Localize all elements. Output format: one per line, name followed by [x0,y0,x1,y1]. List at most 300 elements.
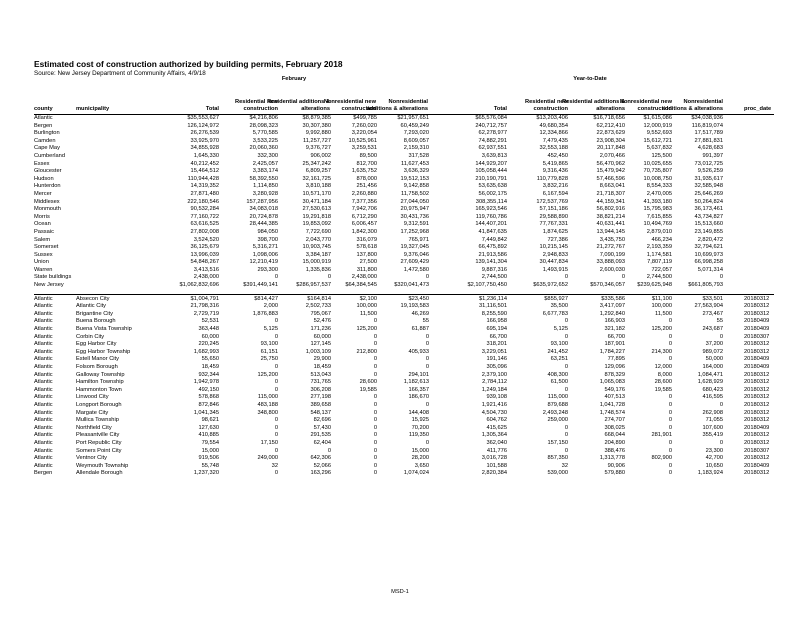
cell-feb-res-add: 6,809,257 [305,168,331,175]
cell-ytd-nonres-add: 50,000 [705,356,723,363]
cell-ytd-res-add: 1,065,083 [599,379,625,386]
cell-feb-res-add: 25,347,242 [302,160,331,167]
cell-feb-nonres-add: 0 [425,364,429,370]
cell-feb-res-new: 0 [274,424,278,431]
cell-feb-res-add: 52,066 [313,462,331,469]
cell-county: Atlantic [34,333,53,340]
cell-ytd-res-new: 5,419,865 [542,160,568,167]
cell-feb-res-new: 2,000 [263,303,278,310]
cell-feb-res-new: 0 [274,417,278,424]
cell-ytd-nonres-new: 0 [668,394,672,401]
municipality-row [0,432,800,440]
cell-feb-res-add: 731,765 [310,379,331,386]
cell-feb-nonres-add: 8,609,057 [403,137,429,144]
cell-ytd-res-add: 21,718,307 [596,190,625,197]
cell-ytd-nonres-new: 722,057 [651,266,672,273]
cell-feb-nonres-new: 0 [373,409,377,416]
cell-feb-res-new: 984,050 [257,228,278,235]
municipality-row [0,402,800,410]
cell-proc-date: 20180312 [744,417,770,424]
cell-ytd-nonres-add: 116,819,074 [691,122,723,129]
cell-ytd-res-add: 668,044 [604,432,625,439]
cell-ytd-nonres-add: 4,628,683 [697,145,723,152]
cell-feb-nonres-add: 19,327,045 [400,244,429,251]
cell-feb-nonres-new: 0 [373,424,377,431]
cell-feb-res-add: 32,161,725 [302,175,331,182]
cell-ytd-nonres-add: 991,397 [702,152,723,159]
cell-feb-total: 3,413,516 [193,266,219,273]
cell-proc-date: 20180312 [744,303,770,310]
municipality-row [0,334,800,342]
cell-feb-res-new: 28,098,323 [249,122,278,129]
cell-ytd-total: 3,016,728 [481,455,507,462]
cell-feb-total: 410,885 [198,432,219,439]
cell-feb-nonres-add: 2,159,310 [403,145,429,152]
cell-feb-nonres-add: 405,933 [408,348,429,355]
cell-ytd-res-new: 452,450 [547,152,568,159]
county-row [0,214,800,222]
cell-feb-nonres-add: $23,450 [408,295,429,302]
cell-feb-nonres-add: 27,044,050 [400,198,429,205]
cell-ytd-res-add: 0 [621,274,625,281]
municipality-row [0,410,800,418]
cell-ytd-nonres-new: 466,234 [651,236,672,243]
cell-ytd-res-add: 8,663,041 [599,183,625,190]
county-row [0,130,800,138]
cell-ytd-nonres-new: 10,025,655 [643,160,672,167]
cell-proc-date: 20180312 [744,348,770,355]
cell-feb-res-new: 93,100 [260,341,278,348]
cell-ytd-res-add: $16,718,656 [593,115,625,121]
cell-ytd-res-new: 157,150 [547,439,568,446]
cell-ytd-res-new: 5,125 [553,326,568,333]
cell-feb-total: 14,319,352 [190,183,219,190]
cell-ytd-total: 119,760,786 [475,213,507,220]
header-ytd-nonres-add: Nonresidential additions & alterations [661,99,723,112]
cell-feb-res-add: 62,404 [313,439,331,446]
cell-feb-total: 98,621 [201,417,219,424]
municipality-row [0,463,800,471]
cell-feb-res-add: 306,208 [310,386,331,393]
cell-county: Atlantic [34,371,53,378]
cell-county: Hudson [34,175,54,182]
cell-feb-nonres-add: 17,252,968 [400,228,429,235]
cell-proc-date: 20180312 [744,432,770,439]
cell-feb-res-add: 10,571,170 [302,190,331,197]
county-row [0,206,800,214]
cell-ytd-res-new: 63,251 [550,356,568,363]
cell-ytd-nonres-add: 25,646,269 [694,190,723,197]
cell-municipality: Estell Manor City [76,356,119,363]
cell-county: Cape May [34,145,60,152]
cell-feb-nonres-add: 0 [425,439,429,446]
cell-county: Atlantic [34,417,53,424]
cell-proc-date: 20180307 [744,447,770,454]
cell-municipality: Somers Point City [76,447,122,454]
cell-ytd-total: 415,625 [486,424,507,431]
cell-feb-res-new: 293,300 [257,266,278,273]
county-row [0,221,800,229]
cell-ytd-nonres-add: 243,687 [702,326,723,333]
cell-ytd-res-add: 204,890 [604,439,625,446]
cell-feb-res-add: 642,306 [310,455,331,462]
cell-ytd-res-add: 3,417,097 [599,303,625,310]
cell-feb-total: 110,944,428 [187,175,219,182]
cell-feb-nonres-new: 0 [373,470,377,477]
cell-ytd-total: 2,820,384 [481,470,507,477]
cell-feb-nonres-add: 166,357 [408,386,429,393]
cell-county: Atlantic [34,115,53,121]
cell-feb-nonres-new: 0 [373,432,377,439]
county-row [0,244,800,252]
cell-ytd-res-add: 20,117,848 [596,145,625,152]
cell-feb-res-new: 115,000 [257,394,278,401]
cell-feb-nonres-new: 251,456 [356,183,377,190]
cell-ytd-total: 166,958 [486,318,507,325]
cell-ytd-nonres-add: 17,517,789 [694,130,723,137]
cell-ytd-nonres-add: 23,149,855 [694,228,723,235]
cell-ytd-res-new: 32 [561,462,568,469]
cell-county: Atlantic [34,432,53,439]
header-ytd-total: Total [493,106,507,112]
cell-ytd-res-add: 3,435,750 [599,236,625,243]
cell-feb-nonres-add: 0 [425,356,429,363]
cell-feb-res-add: 2,043,770 [305,236,331,243]
cell-ytd-nonres-add: 273,467 [702,310,723,317]
cell-feb-nonres-new: $2,100 [359,295,377,302]
municipality-row [0,394,800,402]
cell-feb-nonres-add: 294,101 [408,371,429,378]
county-row [0,168,800,176]
cell-ytd-res-new: 539,000 [547,470,568,477]
cell-feb-nonres-new: 0 [373,371,377,378]
cell-ytd-nonres-new: 0 [668,424,672,431]
cell-county: Atlantic [34,462,53,469]
cell-proc-date: 20180409 [744,364,770,370]
cell-feb-res-add: 127,145 [310,341,331,348]
cell-feb-res-new: 5,770,585 [252,130,278,137]
cell-feb-nonres-add: 11,627,453 [400,160,429,167]
header-county: county [34,106,53,112]
cell-feb-res-new: 3,533,225 [252,137,278,144]
cell-ytd-nonres-new: 2,879,010 [646,228,672,235]
cell-ytd-res-new: 2,948,833 [542,251,568,258]
cell-feb-res-new: $814,427 [254,295,278,302]
cell-feb-res-new: 3,383,174 [252,168,278,175]
cell-feb-res-add: 29,900 [313,356,331,363]
cell-ytd-nonres-new: 12,000,919 [643,122,672,129]
cell-feb-nonres-add: 27,609,429 [400,259,429,266]
cell-county: Somerset [34,244,59,251]
cell-ytd-nonres-new: 0 [668,401,672,408]
cell-feb-res-add: $164,814 [307,295,331,302]
cell-county: Atlantic [34,447,53,454]
cell-ytd-nonres-add: $34,038,936 [691,115,723,121]
cell-ytd-res-add: 308,025 [604,424,625,431]
municipality-row [0,448,800,456]
cell-ytd-res-add: 1,313,778 [599,455,625,462]
cell-ytd-res-new: 259,000 [547,417,568,424]
cell-feb-total: 3,524,520 [193,236,219,243]
cell-ytd-total: 31,116,501 [478,303,507,310]
cell-ytd-res-new: 0 [564,386,568,393]
cell-county: Hunterdon [34,183,61,190]
cell-feb-nonres-add: 9,312,591 [403,221,429,228]
cell-ytd-res-new: 0 [564,364,568,370]
cell-ytd-nonres-new: 0 [668,409,672,416]
cell-feb-nonres-add: $320,041,473 [394,282,429,289]
cell-feb-total: 127,630 [198,424,219,431]
cell-county: Atlantic [34,455,53,462]
cell-ytd-nonres-new: 0 [668,333,672,340]
cell-ytd-res-add: 1,748,574 [599,409,625,416]
county-row [0,123,800,131]
cell-ytd-nonres-add: $33,501 [702,295,723,302]
cell-ytd-total: 41,847,635 [478,228,507,235]
cell-municipality: Absecon City [76,295,110,302]
county-row [0,161,800,169]
cell-ytd-res-new: $13,203,406 [536,115,568,121]
cell-feb-res-add: 906,002 [310,152,331,159]
cell-feb-nonres-new: 6,006,457 [351,221,377,228]
cell-feb-res-add: 0 [327,447,331,454]
cell-feb-nonres-add: 186,670 [408,394,429,401]
cell-feb-res-add: 57,430 [313,424,331,431]
cell-feb-nonres-new: 1,635,752 [351,168,377,175]
cell-ytd-nonres-new: 0 [668,462,672,469]
cell-proc-date: 20180312 [744,295,770,302]
cell-municipality: Buena Borough [76,318,116,325]
cell-feb-total: 1,041,345 [193,409,219,416]
cell-ytd-res-new: $855,927 [544,295,568,302]
cell-ytd-nonres-new: 11,500 [655,310,672,317]
cell-feb-nonres-add: 1,182,613 [403,379,429,386]
cell-municipality: Port Republic City [76,439,122,446]
cell-ytd-res-add: 166,903 [604,318,625,325]
cell-feb-nonres-add: 3,650 [414,462,429,469]
cell-ytd-res-add: 15,479,942 [596,168,625,175]
cell-feb-res-new: 0 [274,333,278,340]
cell-ytd-nonres-add: 27,563,904 [694,303,723,310]
cell-feb-res-new: 0 [274,432,278,439]
cell-ytd-nonres-add: 5,071,314 [697,266,723,273]
cell-county: Atlantic [34,439,53,446]
cell-proc-date: 20180409 [744,318,770,325]
cell-feb-nonres-add: 55 [422,318,429,325]
cell-ytd-total: 56,002,175 [478,190,507,197]
cell-ytd-res-add: 1,292,840 [599,310,625,317]
cell-ytd-res-new: 35,500 [550,303,568,310]
cell-feb-total: $35,553,627 [187,115,219,121]
cell-ytd-nonres-new: 70,735,807 [643,168,672,175]
cell-feb-res-new: 2,425,057 [252,160,278,167]
county-row [0,252,800,260]
cell-feb-nonres-new: 311,800 [356,266,377,273]
cell-ytd-res-add: 321,182 [604,326,625,333]
cell-ytd-res-new: 2,493,248 [542,409,568,416]
county-row [0,145,800,153]
cell-feb-res-new: 125,200 [257,371,278,378]
cell-ytd-res-new: 32,553,188 [539,145,568,152]
cell-feb-res-new: 0 [274,386,278,393]
cell-feb-nonres-new: 19,585 [359,386,377,393]
cell-feb-total: 27,802,008 [190,228,219,235]
cell-ytd-nonres-new: 8,000 [657,371,672,378]
cell-feb-res-new: 28,444,385 [249,221,278,228]
cell-feb-res-new: 249,000 [257,455,278,462]
cell-feb-total: 36,125,679 [190,244,219,251]
cell-feb-res-new: 0 [274,274,278,281]
cell-feb-total: 18,459 [201,364,219,370]
cell-feb-res-new: 0 [274,364,278,370]
cell-ytd-res-add: 2,600,030 [599,266,625,273]
cell-ytd-nonres-add: 262,908 [702,409,723,416]
cell-feb-res-new: 20,724,878 [249,213,278,220]
cell-feb-total: 55,650 [201,356,219,363]
cell-feb-res-add: 3,384,187 [305,251,331,258]
cell-ytd-res-new: 727,386 [547,236,568,243]
cell-county: Atlantic [34,379,53,386]
cell-feb-res-add: 9,376,727 [305,145,331,152]
cell-ytd-nonres-new: 802,900 [651,455,672,462]
cell-ytd-res-add: 44,159,341 [596,198,625,205]
cell-municipality: Atlantic City [76,303,107,310]
county-row [0,115,800,123]
municipality-row [0,455,800,463]
cell-feb-nonres-new: 10,525,961 [348,137,377,144]
cell-feb-total: 1,682,993 [193,348,219,355]
cell-feb-res-add: 1,003,109 [305,348,331,355]
cell-proc-date: 20180312 [744,439,770,446]
cell-feb-res-add: 10,903,745 [302,244,331,251]
cell-ytd-res-add: $570,346,057 [590,282,625,289]
cell-feb-nonres-new: 212,800 [356,348,377,355]
cell-feb-res-new: 1,114,850 [253,183,278,190]
cell-municipality: Northfield City [76,424,112,431]
header-feb-res-new: Residential new construction [235,99,278,112]
cell-ytd-nonres-add: 27,881,831 [694,137,723,144]
cell-ytd-res-new: 6,677,783 [542,310,568,317]
cell-feb-res-new: 0 [274,379,278,386]
cell-ytd-res-new: 57,151,186 [539,206,568,213]
cell-ytd-nonres-add: 10,699,973 [694,251,723,258]
cell-county: Morris [34,213,50,220]
cell-ytd-total: 695,194 [486,326,507,333]
cell-ytd-res-new: 30,447,834 [539,259,568,266]
cell-ytd-nonres-new: 19,585 [654,386,672,393]
county-row [0,183,800,191]
cell-ytd-nonres-add: 71,055 [705,417,723,424]
cell-ytd-res-new: 241,452 [547,348,568,355]
cell-county: Atlantic [34,348,53,355]
cell-ytd-total: 165,923,546 [475,206,507,213]
group-label-february: February [281,76,307,82]
cell-feb-total: 363,448 [198,326,219,333]
header-ytd-res-add: Residential additions & alterations [562,99,625,112]
cell-proc-date: 20180409 [744,326,770,333]
cell-feb-res-add: 1,335,836 [305,266,331,273]
cell-feb-res-new: 34,083,018 [249,206,278,213]
cell-feb-total: 1,942,978 [193,379,219,386]
cell-feb-total: 90,532,284 [190,206,219,213]
cell-feb-total: 220,245 [198,341,219,348]
cell-ytd-nonres-new: 9,552,693 [646,130,672,137]
cell-ytd-total: 66,700 [489,333,507,340]
cell-ytd-nonres-new: 7,615,855 [646,213,672,220]
cell-proc-date: 20180312 [744,386,770,393]
county-row [0,282,800,290]
cell-proc-date: 20180409 [744,424,770,431]
cell-feb-nonres-new: 878,000 [356,175,377,182]
cell-ytd-nonres-add: 43,734,827 [694,213,723,220]
cell-feb-res-add: 548,137 [310,409,331,416]
cell-feb-total: 55,748 [201,462,219,469]
county-row [0,176,800,184]
cell-feb-res-new: 25,750 [260,356,278,363]
cell-feb-nonres-new: 3,259,531 [351,145,377,152]
cell-feb-res-new: 1,876,883 [252,310,278,317]
cell-ytd-nonres-add: 680,423 [702,386,723,393]
cell-feb-total: 578,868 [198,394,219,401]
cell-feb-total: 2,729,719 [193,310,219,317]
cell-ytd-nonres-add: 355,419 [702,432,723,439]
cell-ytd-nonres-add: 66,998,258 [694,259,723,266]
cell-ytd-res-new: 1,493,915 [542,266,568,273]
cell-feb-total: 54,848,267 [190,259,219,266]
cell-county: Sussex [34,251,53,258]
cell-feb-nonres-add: 19,512,153 [400,175,429,182]
cell-feb-res-add: 27,530,613 [302,206,331,213]
cell-feb-res-new: 3,280,928 [252,190,278,197]
county-row [0,259,800,267]
cell-ytd-res-new: 29,588,890 [539,213,568,220]
cell-feb-nonres-new: 0 [373,439,377,446]
cell-feb-res-add: 60,000 [313,333,331,340]
cell-feb-res-new: 58,392,550 [249,175,278,182]
section-rule [34,294,774,295]
cell-feb-res-new: 12,210,419 [249,259,278,266]
cell-ytd-nonres-add: 989,072 [702,348,723,355]
cell-county: Ocean [34,221,51,228]
cell-county: Atlantic [34,386,53,393]
cell-ytd-total: 105,058,444 [475,168,507,175]
cell-ytd-res-add: 90,906 [607,462,625,469]
cell-feb-nonres-add: $21,957,651 [397,115,429,121]
cell-county: Atlantic [34,394,53,401]
cell-county: Atlantic [34,310,53,317]
cell-ytd-nonres-add: 32,794,621 [694,244,723,251]
cell-municipality: Pleasantville City [76,432,120,439]
cell-municipality: Margate City [76,409,109,416]
cell-feb-res-new: $391,449,141 [243,282,278,289]
cell-ytd-nonres-new: 41,393,180 [643,198,672,205]
cell-county: Middlesex [34,198,60,205]
cell-municipality: Allendale Borough [76,470,123,477]
cell-ytd-res-add: 129,096 [604,364,625,370]
cell-county: Atlantic [34,356,53,363]
cell-ytd-res-new: 93,100 [550,341,568,348]
cell-feb-total: 60,000 [201,333,219,340]
cell-proc-date: 20180312 [744,394,770,401]
cell-county: New Jersey [34,282,64,289]
cell-ytd-nonres-new: 28,600 [654,379,672,386]
municipality-row [0,326,800,334]
cell-feb-nonres-new: 7,942,706 [351,206,377,213]
cell-ytd-total: 21,913,586 [478,251,507,258]
cell-feb-nonres-new: 0 [373,447,377,454]
cell-feb-res-add: 0 [327,274,331,281]
cell-ytd-nonres-new: 0 [668,470,672,477]
